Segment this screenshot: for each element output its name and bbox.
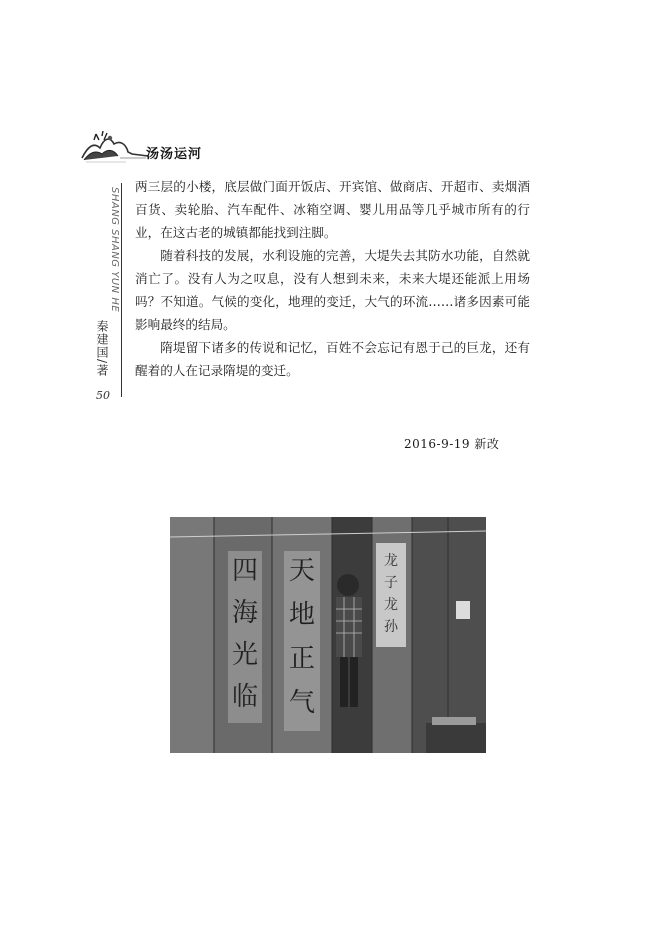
author-vertical: 秦建国/著: [95, 320, 109, 378]
page-number: 50: [96, 389, 110, 402]
landscape-ink-logo-icon: [80, 128, 150, 164]
door-sign-char: 龙: [384, 553, 398, 569]
body-text: [135, 175, 530, 382]
photo-old-shop-door: [170, 517, 486, 753]
couplet-right-char: 气: [288, 688, 316, 718]
running-head-title: 汤汤运河: [146, 147, 203, 162]
couplet-right-char: 天: [288, 556, 316, 586]
paragraph: 随着科技的发展，水利设施的完善，大堤失去其防水功能，自然就消亡了。没有人为之叹息，没有人想到未来，未来大堤还能派上用场吗？不知道。气候的变化，地理的变迁，大气的环流……诸多因素可能影响最终的结局。: [135, 248, 530, 332]
photo-illustration: [170, 517, 486, 753]
door-sign-char: 孙: [384, 619, 398, 635]
couplet-right-char: 地: [288, 600, 316, 630]
couplet-right-char: 正: [288, 644, 316, 674]
paragraph: 两三层的小楼，底层做门面开饭店、开宾馆、做商店、开超市、卖烟酒百货、卖轮胎、汽车配件、冰箱空调、婴儿用品等几乎城市所有的行业，在这古老的城镇都能找到注脚。: [135, 179, 530, 240]
door-sign-char: 子: [384, 575, 398, 591]
paragraph: 隋堤留下诸多的传说和记忆，百姓不会忘记有恩于己的巨龙，还有醒着的人在记录隋堤的变迁。: [135, 340, 530, 378]
couplet-left-char: 四: [231, 556, 259, 586]
revision-date: 2016-9-19 新改: [404, 437, 500, 451]
page-header: [80, 128, 280, 164]
door-sign-char: 龙: [384, 597, 398, 613]
couplet-left-char: 临: [231, 682, 259, 712]
series-pinyin-vertical: SHANG SHANG YUN HE: [109, 187, 120, 313]
couplet-left-char: 海: [231, 598, 259, 628]
margin-rule: [121, 183, 122, 397]
couplet-left-char: 光: [231, 640, 259, 670]
